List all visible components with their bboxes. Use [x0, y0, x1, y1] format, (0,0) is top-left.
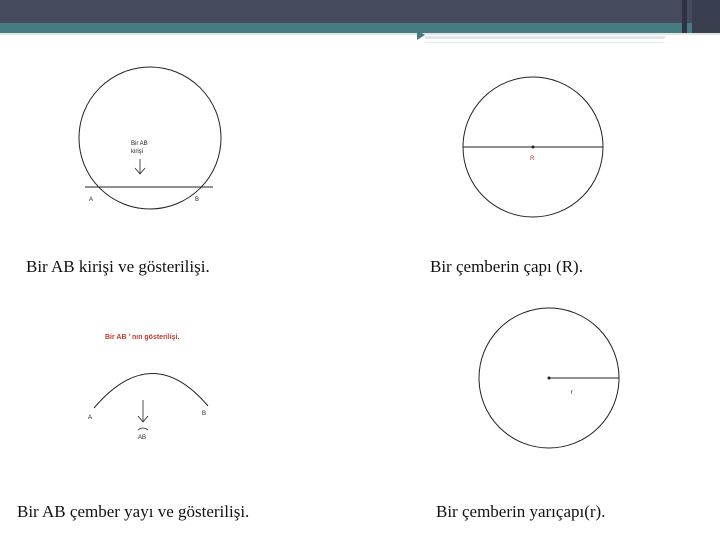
diameter-center-dot — [532, 146, 535, 149]
header-bar — [0, 0, 720, 23]
header-accent-rule-thin — [425, 42, 665, 43]
arc-point-b: B — [202, 411, 207, 417]
arc-caption: Bir AB çember yayı ve gösterilişi. — [17, 502, 250, 521]
chord-point-a: A — [89, 197, 94, 203]
chord-point-b: B — [195, 197, 200, 203]
diameter-label: R — [530, 156, 535, 162]
header-accent-rule — [425, 36, 665, 39]
chord-label-line1: Bir AB — [131, 141, 148, 147]
chord-label-line2: kirişi — [131, 149, 143, 155]
radius-diagram — [470, 305, 630, 465]
header-corner-tab — [682, 0, 687, 33]
arc-notation-label: AB — [138, 435, 147, 441]
radius-figure — [470, 305, 630, 465]
header-rule — [0, 33, 720, 35]
arc-figure — [80, 320, 270, 480]
radius-center-dot — [548, 377, 551, 380]
chord-caption: Bir AB kirişi ve gösterilişi. — [26, 257, 210, 276]
arc-diagram — [80, 320, 270, 480]
arc-point-a: A — [88, 415, 93, 421]
diameter-caption: Bir çemberin çapı (R). — [430, 257, 583, 276]
chord-figure — [45, 55, 270, 230]
header-stripe — [0, 23, 720, 33]
arc-curve — [94, 373, 208, 408]
chord-circle — [79, 67, 221, 209]
arc-notation-mark — [138, 428, 148, 430]
diameter-figure — [455, 65, 615, 230]
arc-title: Bir AB ’ nın gösterilişi. — [105, 334, 180, 341]
radius-caption: Bir çemberin yarıçapı(r). — [436, 502, 606, 521]
diameter-diagram — [455, 65, 615, 230]
header-corner-block — [692, 0, 720, 33]
chord-diagram — [45, 55, 270, 230]
radius-label: r — [571, 390, 573, 396]
header-fold-arrow — [417, 30, 425, 40]
